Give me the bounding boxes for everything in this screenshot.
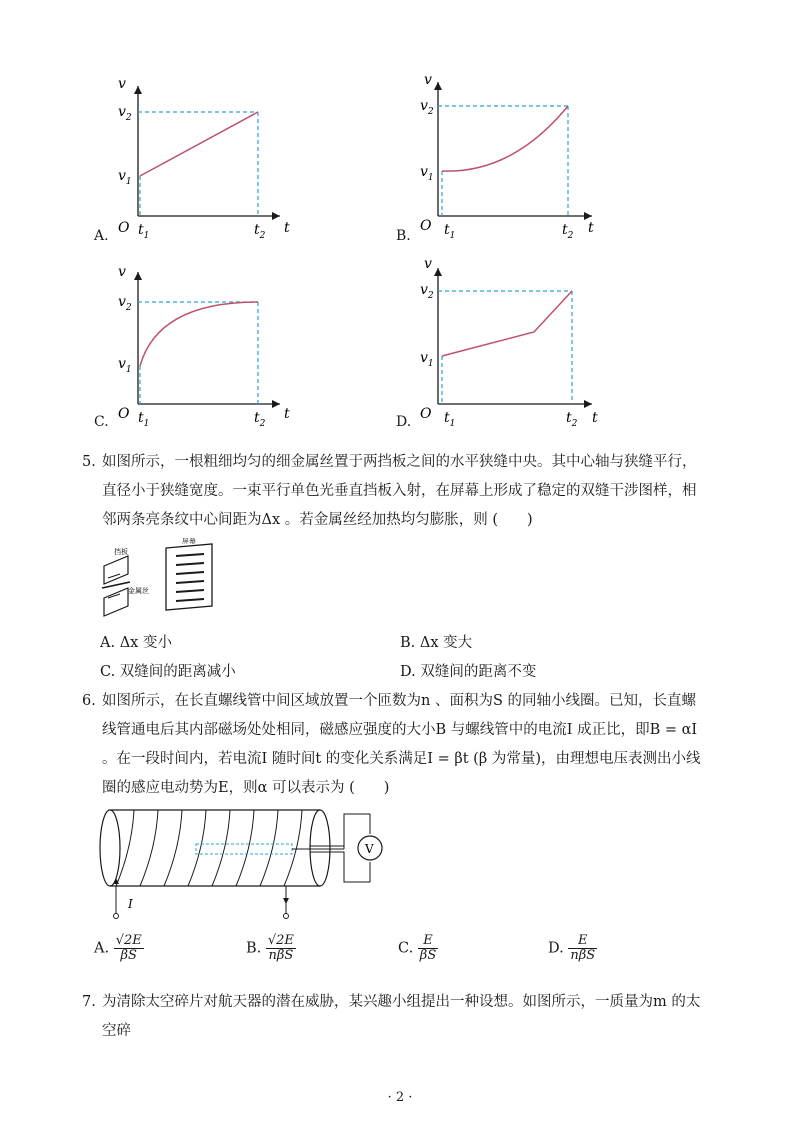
winding [260,810,278,886]
winding [284,810,302,886]
q6-option-b[interactable]: B. $\frac{√2E}{\text{nβS}}$ [246,933,294,963]
t1-label: $t_1$ [138,410,150,429]
velocity-curve [140,302,258,366]
v-axis-label: v [424,72,432,88]
terminal-left [114,914,119,919]
q6-figure [96,800,396,920]
q6-option-d[interactable]: D. $\frac{E}{\text{nβS}}$ [548,933,596,963]
t-axis-arrow [584,212,592,220]
question-6-text: 如图所示，在长直螺线管中间区域放置一个匝数为n 、面积为S 的同轴小线圈。已知，长直螺线管通电后其内部磁场处处相同，磁感应强度的大小B 与螺线管中的电流I 成正比，即B = αI 。在一段时间内，若电流I 随时间t 的变化关系满足I = βt (β 为常量)，由理想电压表测出小线圈的感应电动势为E，则α 可以表示为 ( ) [102,693,701,796]
v1-label: $v_1$ [118,168,132,187]
option-a-label: A. [94,228,109,244]
v1-label: $v_1$ [420,164,434,183]
question-6-number: 6. [82,693,96,709]
origin-label: O [118,220,130,236]
t2-label: $t_2$ [566,410,578,429]
v-axis-label: v [424,256,432,272]
small-coil [196,844,292,854]
t-axis-label: t [284,220,290,236]
graph-a-plot [88,72,318,247]
v-axis-arrow [134,86,142,94]
question-5-number: 5. [82,454,96,470]
screen-label: 屏幕 [182,538,196,545]
t-axis-arrow [272,400,280,408]
velocity-curve [140,112,258,176]
q5-option-c[interactable]: C. 双缝间的距离减小 [100,664,236,680]
q5-figure [96,538,236,620]
graph-d [392,254,622,437]
q6-option-c[interactable]: C. $\frac{E}{\beta S}$ [398,933,437,963]
v-axis-arrow [434,268,442,276]
fringe [176,572,204,574]
q5-option-a[interactable]: A. Δx 变小 [100,635,172,651]
winding [164,810,182,886]
q5-option-d[interactable]: D. 双缝间的距离不变 [400,664,537,680]
solenoid-figure [96,800,396,920]
q5-option-b[interactable]: B. Δx 变大 [400,635,473,651]
v-axis-label: v [118,76,126,92]
page-number: · 2 · [387,1090,413,1105]
velocity-curve [442,291,572,356]
v-axis-label: v [118,264,126,280]
t1-label: $t_1$ [444,222,456,241]
graph-d-plot [392,254,622,437]
v-axis-arrow [134,272,142,280]
fringe [176,581,204,583]
t2-label: $t_2$ [562,222,574,241]
winding [188,810,206,886]
winding [212,810,230,886]
t-axis-label: t [588,220,594,236]
origin-label: O [118,406,130,422]
current-label: I [128,897,133,911]
fringe [176,554,204,556]
v-axis-arrow [434,82,442,90]
t-axis-arrow [272,212,280,220]
winding [140,810,158,886]
question-5-text: 如图所示，一根粗细均匀的细金属丝置于两挡板之间的水平狭缝中央。其中心轴与狭缝平行，直径小于狭缝宽度。一束平行单色光垂直挡板入射，在屏幕上形成了稳定的双缝干涉图样，相邻两条亮条纹中心间距为Δx 。若金属丝经加热均匀膨胀，则 ( ) [102,454,697,528]
double-slit-figure [96,538,236,620]
question-7 [82,988,702,1046]
question-6 [82,687,702,803]
v1-label: $v_1$ [118,356,132,375]
voltmeter-label: V [365,842,374,856]
t1-label: $t_1$ [444,410,456,429]
fringe [176,590,204,592]
fringe [176,599,204,601]
terminal-right [284,914,289,919]
option-c-label: C. [94,414,109,430]
v2-label: $v_2$ [420,98,434,117]
t-axis-label: t [284,406,290,422]
velocity-curve [442,106,568,171]
plate-label: 挡板 [114,548,128,556]
option-b-label: B. [396,228,411,244]
question-7-number: 7. [82,994,96,1010]
solenoid-left-end [100,810,120,886]
q6-option-a[interactable]: A. $\frac{√2E}{\beta S}$ [94,933,142,963]
t2-label: $t_2$ [254,222,266,241]
question-7-text: 为清除太空碎片对航天器的潜在威胁，某兴趣小组提出一种设想。如图所示，一质量为m 的太空碎 [102,994,701,1039]
graph-b-plot [392,72,622,247]
lead-arrow [283,898,289,904]
upper-plate [104,556,128,584]
t-axis-label: t [592,410,598,426]
option-d-label: D. [396,414,412,430]
t2-label: $t_2$ [254,410,266,429]
t1-label: $t_1$ [138,222,150,241]
graph-a [88,72,318,247]
question-5 [82,448,702,535]
v2-label: $v_2$ [118,104,132,123]
graph-b [392,72,622,247]
graph-c-plot [88,262,318,437]
v2-label: $v_2$ [118,294,132,313]
origin-label: O [420,406,432,422]
solenoid-right-end [310,810,330,886]
lower-plate [104,588,128,616]
v2-label: $v_2$ [420,282,434,301]
slit-line-1 [108,574,120,578]
t-axis-arrow [584,400,592,408]
v1-label: $v_1$ [420,350,434,369]
fringe [176,563,204,565]
winding [116,810,134,886]
origin-label: O [420,218,432,234]
winding [236,810,254,886]
wire-label: 金属丝 [128,587,149,595]
graph-c [88,262,318,437]
